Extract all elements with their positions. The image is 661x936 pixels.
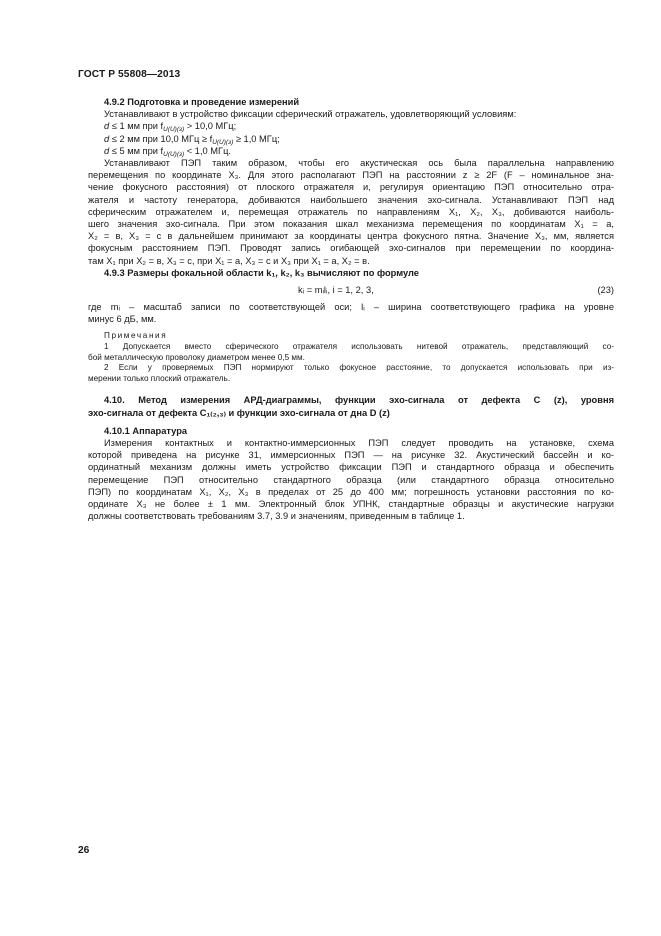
formula-explanation: где mᵢ – масштаб записи по соответствующей оси; lᵢ – ширина соответствующего графика на уровне минус 6 дБ, мм. xyxy=(88,302,614,325)
section-4-9-3-title: 4.9.3 Размеры фокальной области k₁, k₂, k₃ вычисляют по формуле xyxy=(104,267,419,278)
note-2: 2 Если у проверяемых ПЭП нормируют только фокусное расстояние, то допускается использовать при из- xyxy=(104,363,614,373)
document-body xyxy=(88,96,614,522)
condition-1: d ≤ 1 мм при $f_{U(U)(з)} > 10,0$ МГц; xyxy=(104,121,237,134)
note-1: 1 Допускается вместо сферического отражателя использовать нитевой отражатель, представляющий со- xyxy=(104,342,614,352)
page-number: 26 xyxy=(78,845,90,856)
section-4-10-title: 4.10. Метод измерения АРД-диаграммы, функции эхо-сигнала от дефекта C (z), уровня эхо-сигнала от дефекта C₁₍₂,₃₎ и функции эхо-сигнала от дна D (z) xyxy=(88,395,614,418)
section-4-10-1-title: 4.10.1 Аппаратура xyxy=(104,425,188,436)
condition-3: d ≤ 5 мм при $f_{U(U)(з)} < 1,0$ МГц. xyxy=(104,145,231,158)
condition-2: d ≤ 2 мм при 10,0 МГц ≥ $f_{U(U)(з)} \ge 1,0$ МГц; xyxy=(104,133,280,146)
section-4-9-2-intro: Устанавливают в устройство фиксации сферический отражатель, удовлетворяющий условиям: xyxy=(104,109,517,120)
notes-block: Примечания 1 Допускается вместо сферического отражателя использовать нитевой отражатель, представляющий со- бой металлическую проволоку диаметром менее 0,5 мм. 2 Если у проверяемых ПЭП нормируют только фокусное расстояние, то допускается использовать при из- мерении только плоский отражатель. xyxy=(88,331,614,383)
section-4-9-2-title: 4.9.2 Подготовка и проведение измерений xyxy=(104,97,300,107)
formula-23 xyxy=(88,279,614,301)
section-4-9-2-paragraph: Устанавливают ПЭП таким образом, чтобы его акустическая ось была параллельна направлению перемещения по координате X₃. Для этого располагают ПЭП на расстоянии z ≥ 2F (F – номинальное зна- чение фокусного расстояния) от плоского отражателя и, регулируя ориентацию ПЭП относительно отра- жателя и частоту генератора, добиваются наибольшего значения эхо-сигнала. Устанавливают ПЭП над сферическим отражателем и, перемещая отражатель по направлениям X₁, X₂, X₃, добиваются наиболь- шего значения эхо-сигнала. При этом показания шкал механизма перемещения по координатам X₁ = a, X₂ = в, X₃ = c в дальнейшем принимают за координаты центра фокусного пятна. Значение X₃, мм, является фокусным расстоянием ПЭП. Проводят запись огибающей эхо-сигналов при перемещении по координа- там X₁ при X₂ = в, X₃ = c, при X₁ = a, X₃ = c и X₃ при X₁ = a, X₂ = в. xyxy=(88,158,614,266)
section-4-10-1-paragraph: Измерения контактных и контактно-иммерсионных ПЭП следует проводить на установке, схема которой приведена на рисунке 31, иммерсионных ПЭП — на рисунке 32. Акустический бассейн и ко- ординатный механизм должны иметь устройство фиксации ПЭП и стандартного образца и обеспечить перемещение ПЭП относительно стандартного образца (или стандартного образца относительно ПЭП) по координатам X₁, X₂, X₃ в пределах от 25 до 400 мм; погрешность установки расстояния по ко- ординате X₃ не более ± 1 мм. Электронный блок УПНК, стандартные образцы и акустические нагрузки должны соответствовать требованиям 3.7, 3.9 и значениям, приведенным в таблице 1. xyxy=(88,438,614,522)
formula-text: kᵢ = mᵢlᵢ, i = 1, 2, 3, xyxy=(298,285,374,296)
notes-title: Примечания xyxy=(104,331,168,341)
equation-number: (23) xyxy=(597,285,614,296)
document-header: ГОСТ Р 55808—2013 xyxy=(78,69,181,80)
